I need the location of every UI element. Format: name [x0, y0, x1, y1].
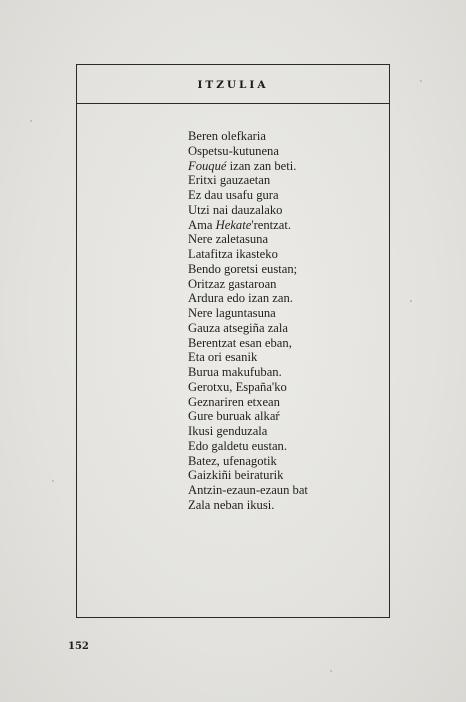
poem-line: Latafitza ikasteko [188, 247, 278, 261]
poem-line-italic: Hekate [215, 217, 252, 232]
poem-line-start: Ama [188, 217, 216, 232]
poem-line: Eritxi gauzaetan [188, 173, 271, 188]
poem-line: Batez, ufenagotik [188, 453, 277, 468]
poem-line: Nere zaletasuna [188, 232, 269, 247]
poem-line: Edo galdetu eustan. [188, 438, 287, 453]
poem-line: Gauza atsegiña zala [188, 320, 288, 335]
poem-line: Ospetsu-kutunena [188, 143, 279, 158]
poem-body [188, 129, 308, 513]
poem-line-rest: 'rentzat. [251, 217, 291, 232]
poem-line: Ikusi genduzala [188, 424, 268, 438]
paper-speck [30, 120, 32, 122]
poem-line: Gerotxu, España'ko [188, 379, 287, 394]
poem-line: Beren olefkaria [188, 129, 266, 143]
poem-line: Burua makufuban. [188, 365, 282, 379]
poem-line: Eta ori esanik [188, 350, 258, 365]
paper-speck [420, 80, 422, 82]
poem-line: Geznariren etxean [188, 394, 280, 409]
page-number: 152 [68, 641, 89, 652]
poem-line: Berentzat esan eban, [188, 335, 292, 350]
poem-line: Zala neban ikusi. [188, 497, 275, 512]
paper-speck [410, 300, 412, 302]
poem-line: Bendo goretsi eustan; [188, 261, 298, 276]
poem-line-italic: Fouqué [188, 158, 227, 173]
poem-line-rest: izan zan beti. [226, 158, 297, 173]
poem-line: Utzi nai dauzalako [188, 202, 283, 217]
poem-line: Nere laguntasuna [188, 306, 276, 320]
poem-line [188, 159, 308, 174]
poem-line: Ardura edo izan zan. [188, 291, 293, 306]
text-frame [76, 64, 390, 618]
paper-speck [330, 670, 332, 672]
poem-line: Antzin-ezaun-ezaun bat [188, 483, 308, 497]
page-title: ITZULIA [197, 79, 269, 91]
header-rule [77, 103, 389, 104]
poem-line [188, 218, 308, 233]
paper-speck [52, 480, 54, 482]
poem-line: Gaizkiñi beiraturik [188, 468, 284, 483]
poem-line: Oritzaz gastaroan [188, 276, 277, 291]
poem-line: Gure buruak alkaŕ [188, 409, 280, 424]
poem-line: Ez dau usafu gura [188, 188, 279, 202]
